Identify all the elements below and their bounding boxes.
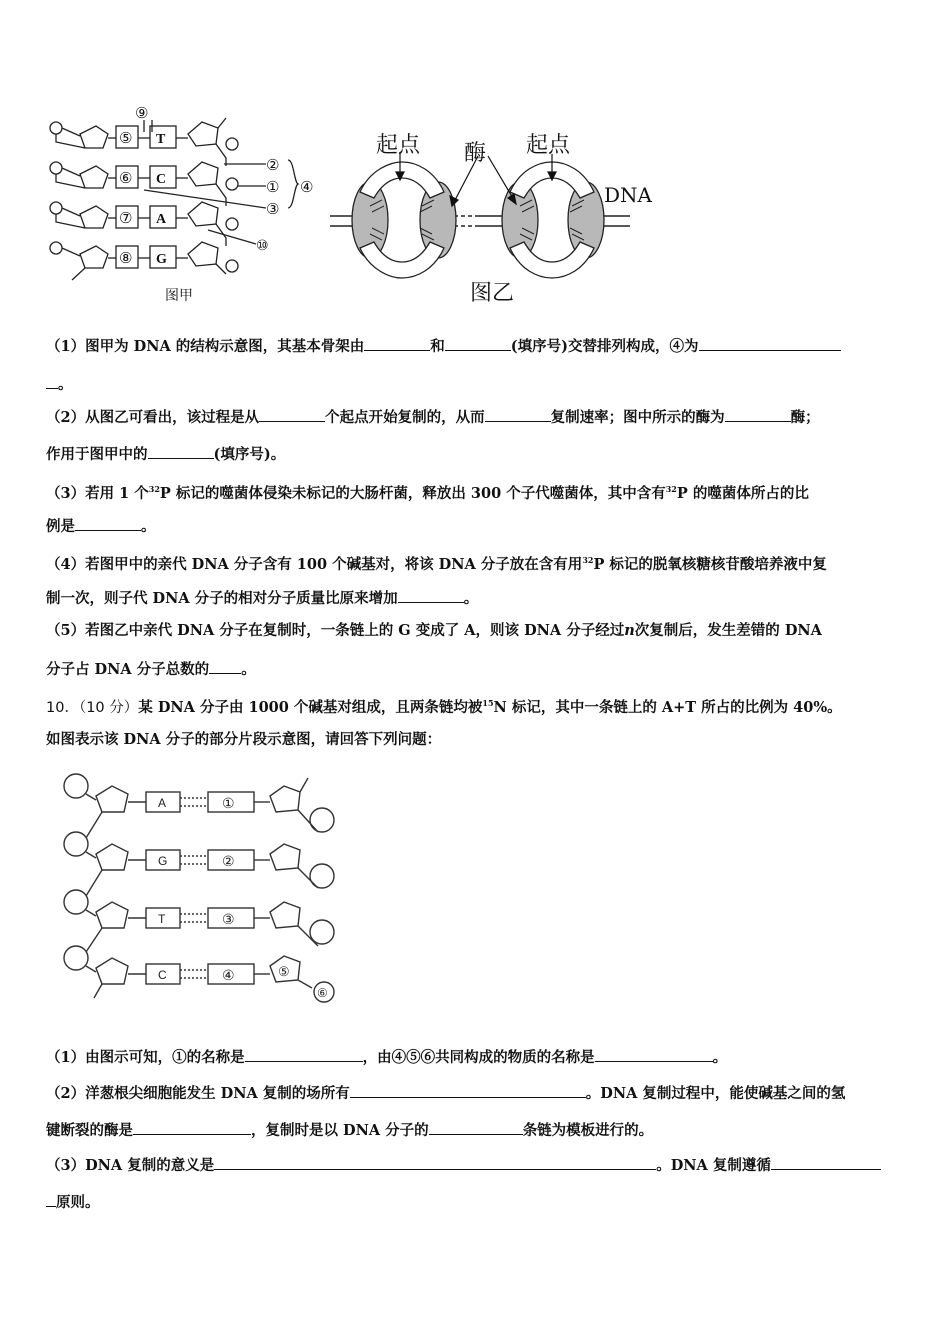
figure-yi (330, 122, 670, 308)
q10-part2-line2 (46, 1120, 906, 1141)
q10-p1-text-c: 。 (712, 1049, 728, 1066)
q9-p1-text-d: 。 (58, 376, 73, 393)
q10-part1 (46, 1047, 906, 1068)
superscript: 15 (482, 698, 494, 708)
blank[interactable] (46, 374, 58, 389)
q9-p1-text-b: 和 (430, 338, 445, 355)
q9-p5-text-c: 分子占 DNA 分子总数的 (46, 661, 210, 678)
q9-part4-line2 (46, 588, 906, 609)
q9-p4-text-c: 制一次，则子代 DNA 分子的相对分子质量比原来增加 (46, 590, 398, 607)
fig-marker-3: ③ (222, 911, 235, 927)
box-5-label: ⑤ (119, 129, 133, 147)
q9-part1-line2 (46, 374, 906, 395)
blank[interactable] (75, 516, 141, 531)
q9-part4-line1 (46, 550, 906, 575)
q9-part2-line2 (46, 444, 906, 465)
q10-p3-text-b: 。DNA 复制遵循 (656, 1157, 771, 1174)
blank[interactable] (398, 588, 464, 603)
blank[interactable] (350, 1083, 586, 1098)
q10-part2-line1 (46, 1083, 906, 1104)
q10-p1-text-b: ，由④⑤⑥共同构成的物质的名称是 (362, 1049, 595, 1066)
superscript: 32 (148, 484, 160, 494)
superscript: 32 (665, 484, 677, 494)
blank[interactable] (771, 1155, 881, 1170)
base-a: A (156, 212, 167, 227)
fig-base-c: C (158, 968, 167, 982)
blank[interactable] (214, 1155, 656, 1170)
q9-p4-text-b: P 标记的脱氧核糖核苷酸培养液中复 (593, 555, 827, 573)
blank[interactable] (245, 1047, 363, 1062)
q10-p2-text-a: （2）洋葱根尖细胞能发生 DNA 复制的场所有 (46, 1085, 350, 1102)
variable-n: n (624, 622, 635, 639)
figure-yi-caption: 图乙 (470, 281, 515, 306)
q10-intro-a: 某 DNA 分子由 1000 个碱基对组成，且两条链均被 (138, 698, 483, 716)
blank[interactable] (259, 407, 325, 422)
label-origin-right: 起点 (526, 133, 571, 158)
blank[interactable] (133, 1120, 251, 1135)
q9-p5-text-d: 。 (241, 661, 256, 678)
box-8-label: ⑧ (119, 249, 133, 267)
blank[interactable] (364, 336, 430, 351)
blank[interactable] (725, 407, 791, 422)
q10-p2-text-b: 。DNA 复制过程中，能使碱基之间的氢 (585, 1085, 846, 1102)
figure-jia (40, 98, 330, 310)
q9-p5-text-a: （5）若图乙中亲代 DNA 分子在复制时，一条链上的 G 变成了 A，则该 DNA 分子经过 (46, 622, 625, 639)
q10-p2-text-c: 键断裂的酶是 (46, 1122, 133, 1139)
q9-p3-text-a: （3）若用 1 个 (46, 484, 149, 502)
figure-q10 (56, 766, 346, 1012)
q9-p3-text-d: 例是 (46, 518, 75, 535)
marker-1: ① (266, 178, 280, 196)
figure-jia-caption: 图甲 (165, 288, 193, 304)
q9-part2-line1 (46, 407, 906, 428)
q9-p2-text-f: (填序号)。 (213, 446, 286, 463)
q9-p2-text-a: （2）从图乙可看出，该过程是从 (46, 409, 260, 426)
blank[interactable] (445, 336, 511, 351)
q10-p3-text-c: 原则。 (56, 1194, 100, 1211)
fig-marker-6: ⑥ (317, 986, 328, 1000)
q9-p3-text-b: P 标记的噬菌体侵染未标记的大肠杆菌，释放出 300 个子代噬菌体，其中含有 (159, 484, 666, 502)
q9-p2-text-e: 作用于图甲中的 (46, 446, 148, 463)
q9-part5-line1 (46, 621, 906, 641)
q9-p1-text-a: （1）图甲为 DNA 的结构示意图，其基本骨架由 (46, 338, 365, 355)
base-c: C (156, 172, 167, 187)
q10-part3-line2 (46, 1192, 906, 1213)
q9-part3-line2 (46, 516, 906, 537)
blank[interactable] (485, 407, 551, 422)
q10-p1-text-a: （1）由图示可知，①的名称是 (46, 1049, 245, 1066)
superscript: 32 (582, 555, 594, 565)
fig-marker-4: ④ (222, 967, 235, 983)
question-number: 10．（10 分） (46, 699, 139, 716)
q9-p2-text-d: 酶； (790, 409, 820, 426)
q9-part3-line1 (46, 479, 906, 504)
q9-p2-text-b: 个起点开始复制的，从而 (325, 409, 485, 426)
fig-marker-2: ② (222, 853, 235, 869)
base-t: T (156, 132, 166, 147)
box-7-label: ⑦ (119, 209, 133, 227)
q10-intro-line1 (46, 693, 906, 718)
q10-p2-text-d: ，复制时是以 DNA 分子的 (251, 1122, 429, 1139)
marker-3: ③ (266, 200, 280, 218)
q9-p3-text-e: 。 (141, 518, 156, 535)
fig-base-g: G (158, 854, 168, 868)
base-g: G (156, 252, 167, 267)
blank[interactable] (699, 336, 841, 351)
q9-p4-text-d: 。 (463, 590, 479, 607)
q9-p4-text-a: （4）若图甲中的亲代 DNA 分子含有 100 个碱基对，将该 DNA 分子放在含有用 (46, 555, 583, 573)
blank[interactable] (148, 444, 214, 459)
marker-2: ② (266, 156, 280, 174)
fig-marker-1: ① (222, 795, 235, 811)
blank[interactable] (595, 1047, 713, 1062)
fig-marker-5: ⑤ (278, 964, 290, 979)
q9-part1-line1 (46, 336, 906, 357)
marker-9: ⑨ (135, 104, 149, 122)
q9-p1-text-c: (填序号)交替排列构成，④为 (510, 338, 699, 355)
blank[interactable] (429, 1120, 523, 1135)
q10-p2-text-e: 条链为模板进行的。 (522, 1122, 654, 1139)
label-enzyme: 酶 (464, 141, 487, 166)
blank[interactable] (46, 1192, 56, 1207)
blank[interactable] (209, 659, 241, 674)
fig-base-a: A (158, 796, 167, 810)
q9-p2-text-c: 复制速率；图中所示的酶为 (550, 409, 725, 426)
fig-base-t: T (158, 912, 166, 926)
q9-p3-text-c: P 的噬菌体所占的比 (676, 484, 809, 502)
q10-part3-line1 (46, 1155, 906, 1176)
q10-intro-line2 (46, 730, 906, 750)
label-dna: DNA (604, 183, 652, 207)
label-origin-left: 起点 (376, 133, 421, 158)
marker-4: ④ (300, 178, 314, 196)
q10-intro-b: N 标记，其中一条链上的 A+T 所占的比例为 40%。 (493, 698, 842, 716)
marker-10: ⑩ (256, 238, 269, 254)
box-6-label: ⑥ (119, 169, 133, 187)
q9-part5-line2 (46, 659, 906, 680)
q9-p5-text-b: 次复制后，发生差错的 DNA (634, 622, 822, 639)
q10-p3-text-a: （3）DNA 复制的意义是 (46, 1157, 215, 1174)
q10-intro-c: 如图表示该 DNA 分子的部分片段示意图，请回答下列问题： (46, 731, 442, 748)
